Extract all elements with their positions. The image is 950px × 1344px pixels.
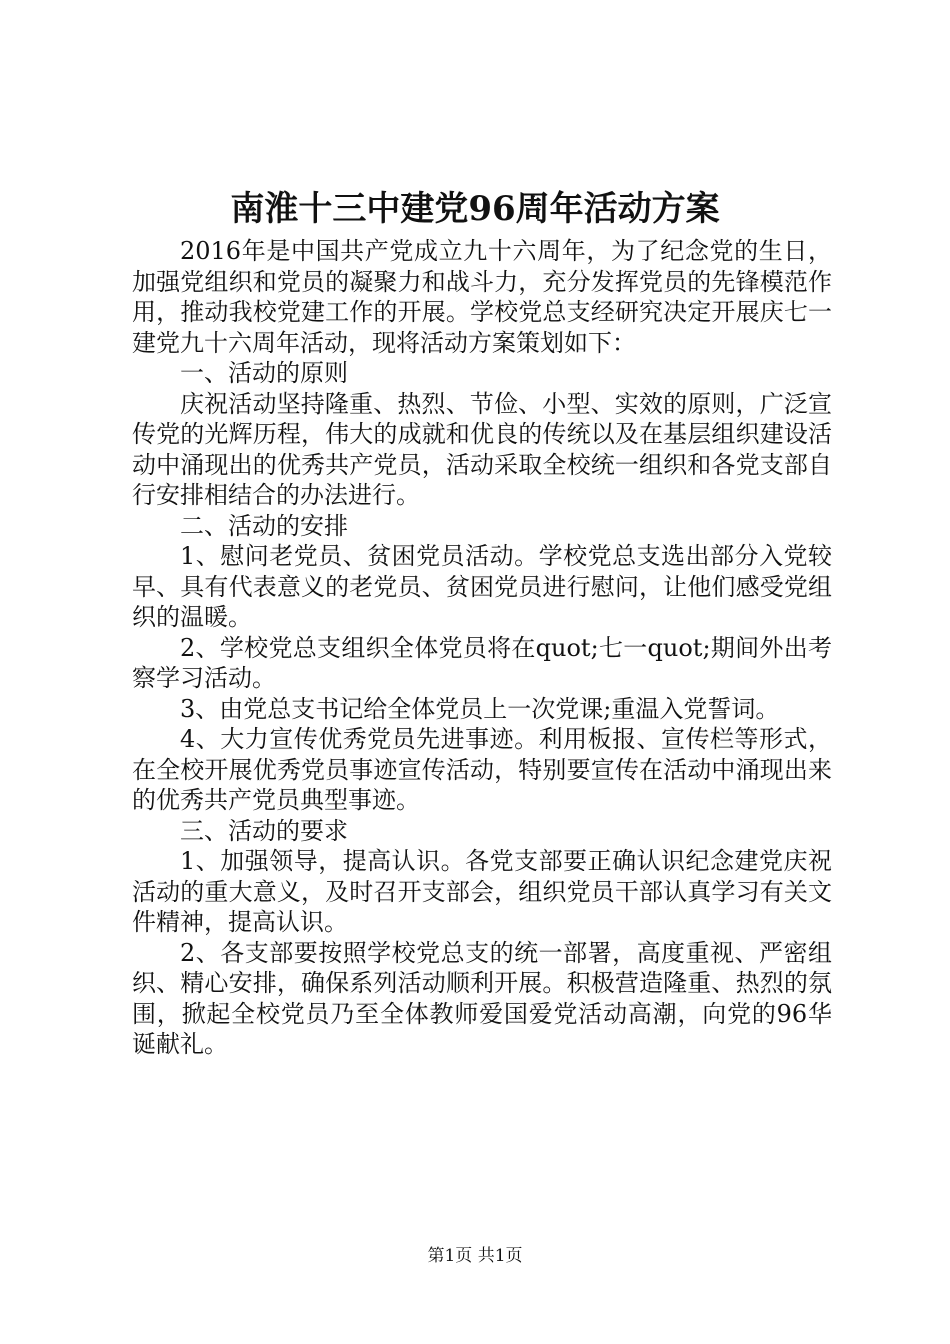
arrangement-item-1: 1、慰问老党员、贫困党员活动。学校党总支选出部分入党较早、具有代表意义的老党员、贫困党员进行慰问，让他们感受党组织的温暖。 xyxy=(132,542,832,631)
arrangement-item-3: 3、由党总支书记给全体党员上一次党课;重温入党誓词。 xyxy=(180,694,780,723)
requirement-item-1: 1、加强领导，提高认识。各党支部要正确认识纪念建党庆祝活动的重大意义，及时召开支部会，组织党员干部认真学习有关文件精神，提高认识。 xyxy=(132,847,832,936)
section-heading-arrangements: 二、活动的安排 xyxy=(180,511,348,540)
intro-paragraph: 2016年是中国共产党成立九十六周年，为了纪念党的生日，加强党组织和党员的凝聚力和战斗力，充分发挥党员的先锋模范作用，推动我校党建工作的开展。学校党总支经研究决定开展庆七一建党九十六周年活动，现将活动方案策划如下： xyxy=(132,237,832,357)
page-footer: 第1页 共1页 xyxy=(427,1246,523,1266)
arrangement-item-4: 4、大力宣传优秀党员先进事迹。利用板报、宣传栏等形式，在全校开展优秀党员事迹宣传活动，特别要宣传在活动中涌现出来的优秀共产党员典型事迹。 xyxy=(132,725,832,814)
section-heading-principles: 一、活动的原则 xyxy=(180,359,348,387)
principles-paragraph: 庆祝活动坚持隆重、热烈、节俭、小型、实效的原则，广泛宣传党的光辉历程，伟大的成就和优良的传统以及在基层组织建设活动中涌现出的优秀共产党员，活动采取全校统一组织和各党支部自行安排相结合的办法进行。 xyxy=(132,389,832,509)
document-body xyxy=(132,236,832,1060)
document-title: 南淮十三中建党96周年活动方案 xyxy=(230,189,720,229)
section-heading-requirements: 三、活动的要求 xyxy=(180,816,348,845)
arrangement-item-2: 2、学校党总支组织全体党员将在quot;七一quot;期间外出考察学习活动。 xyxy=(132,633,832,692)
requirement-item-2: 2、各支部要按照学校党总支的统一部署，高度重视、严密组织、精心安排，确保系列活动顺利开展。积极营造隆重、热烈的氛围，掀起全校党员乃至全体教师爱国爱党活动高潮，向党的96华诞献礼。 xyxy=(132,938,832,1058)
